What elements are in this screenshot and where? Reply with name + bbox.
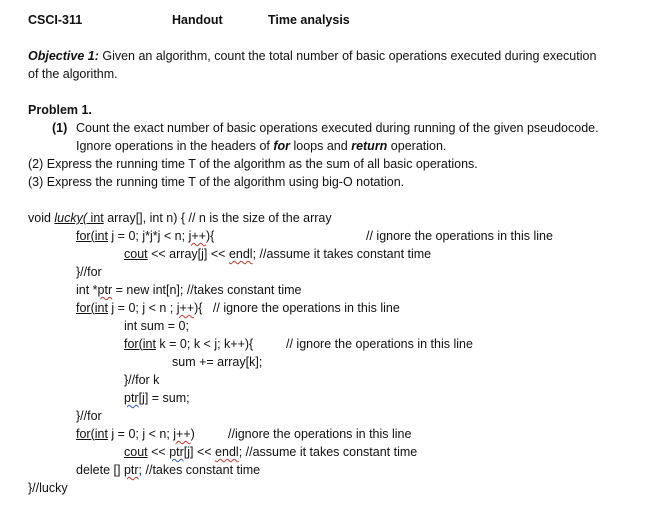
text-span: Ignore operations in the headers of bbox=[76, 139, 274, 153]
code-line-7: int sum = 0; bbox=[124, 319, 189, 333]
code-var-ptr: ptr[j] bbox=[169, 445, 194, 459]
code-line-10: }//for k bbox=[124, 373, 160, 387]
code-line-2 bbox=[76, 229, 214, 243]
code-text: j = 0; j*j*j < n; bbox=[107, 229, 189, 243]
problem-item-1-number: (1) bbox=[52, 121, 68, 135]
problem-item-1-line-1: Count the exact number of basic operations executed during running of the given pseudocode. bbox=[76, 121, 599, 135]
course-code: CSCI-311 bbox=[28, 13, 83, 27]
problem-item-3: (3) Express the running time T of the algorithm using big-O notation. bbox=[28, 175, 405, 189]
code-line-2-comment: // ignore the operations in this line bbox=[366, 229, 553, 243]
code-func-name: lucky( bbox=[54, 211, 88, 225]
code-keyword-for: for( bbox=[76, 301, 95, 315]
code-keyword-endl: endl bbox=[215, 445, 239, 459]
code-increment: j++ bbox=[188, 229, 206, 243]
code-keyword-int: int bbox=[142, 337, 156, 351]
code-keyword-int: int bbox=[94, 427, 108, 441]
code-line-16: }//lucky bbox=[28, 481, 68, 495]
code-text: << bbox=[193, 445, 216, 459]
doc-type: Handout bbox=[172, 13, 223, 27]
code-keyword-int: int bbox=[94, 229, 108, 243]
doc-topic: Time analysis bbox=[268, 13, 350, 27]
objective-label: Objective 1: bbox=[28, 49, 99, 63]
code-keyword-for: for( bbox=[76, 427, 95, 441]
code-line-4: }//for bbox=[76, 265, 102, 279]
code-var-ptr: ptr bbox=[123, 463, 139, 477]
code-text: j = 0; j < n ; bbox=[107, 301, 177, 315]
code-text: ; //takes constant time bbox=[138, 463, 261, 477]
code-text: int * bbox=[76, 283, 98, 297]
objective-text-1: Given an algorithm, count the total number of basic operations executed during execution bbox=[98, 49, 597, 63]
code-line-5 bbox=[76, 283, 301, 297]
code-line-6 bbox=[76, 301, 400, 315]
code-text: j = 0; j < n; bbox=[107, 427, 174, 441]
code-keyword-cout: cout bbox=[124, 445, 148, 459]
code-line-13 bbox=[76, 427, 195, 441]
code-text: ; //assume it takes constant time bbox=[238, 445, 418, 459]
code-text: void bbox=[28, 211, 55, 225]
code-text: = sum; bbox=[148, 391, 190, 405]
code-text: ){ // ignore the operations in this line bbox=[194, 301, 400, 315]
text-span: operation. bbox=[387, 139, 447, 153]
keyword-for: for bbox=[273, 139, 291, 153]
problem-item-2: (2) Express the running time T of the algorithm as the sum of all basic operations. bbox=[28, 157, 478, 171]
code-keyword-cout: cout bbox=[124, 247, 148, 261]
code-text: delete [] bbox=[76, 463, 124, 477]
code-text: << array[j] << bbox=[147, 247, 229, 261]
keyword-return: return bbox=[351, 139, 388, 153]
code-line-3 bbox=[124, 247, 431, 261]
code-line-11 bbox=[124, 391, 190, 405]
code-text: array[], int n) { // n is the size of the array bbox=[103, 211, 332, 225]
code-text: << bbox=[147, 445, 170, 459]
code-line-13-comment: //ignore the operations in this line bbox=[228, 427, 412, 441]
code-line-14 bbox=[124, 445, 417, 459]
code-var-ptr: ptr[j] bbox=[124, 391, 149, 405]
code-increment: j++ bbox=[173, 427, 191, 441]
code-keyword-for: for( bbox=[124, 337, 143, 351]
code-text: = new int[n]; //takes constant time bbox=[112, 283, 302, 297]
code-line-15 bbox=[76, 463, 260, 477]
code-line-9: sum += array[k]; bbox=[172, 355, 263, 369]
code-keyword-for: for( bbox=[76, 229, 95, 243]
code-var-ptr: ptr bbox=[97, 283, 113, 297]
code-text: ) bbox=[190, 427, 195, 441]
code-line-8-comment: // ignore the operations in this line bbox=[286, 337, 473, 351]
text-span: loops and bbox=[290, 139, 352, 153]
problem-item-1-line-2 bbox=[76, 139, 446, 153]
objective-text-2: of the algorithm. bbox=[28, 67, 118, 81]
objective-line-1 bbox=[28, 49, 596, 63]
code-line-1 bbox=[28, 211, 332, 225]
code-keyword-endl: endl bbox=[228, 247, 253, 261]
code-text: ){ bbox=[205, 229, 215, 243]
code-line-8 bbox=[124, 337, 253, 351]
code-text: ; //assume it takes constant time bbox=[252, 247, 432, 261]
code-line-12: }//for bbox=[76, 409, 102, 423]
problem-title: Problem 1. bbox=[28, 103, 92, 117]
code-keyword-int: int bbox=[87, 211, 104, 225]
code-text: k = 0; k < j; k++){ bbox=[155, 337, 254, 351]
code-increment: j++ bbox=[176, 301, 195, 315]
code-keyword-int: int bbox=[94, 301, 108, 315]
